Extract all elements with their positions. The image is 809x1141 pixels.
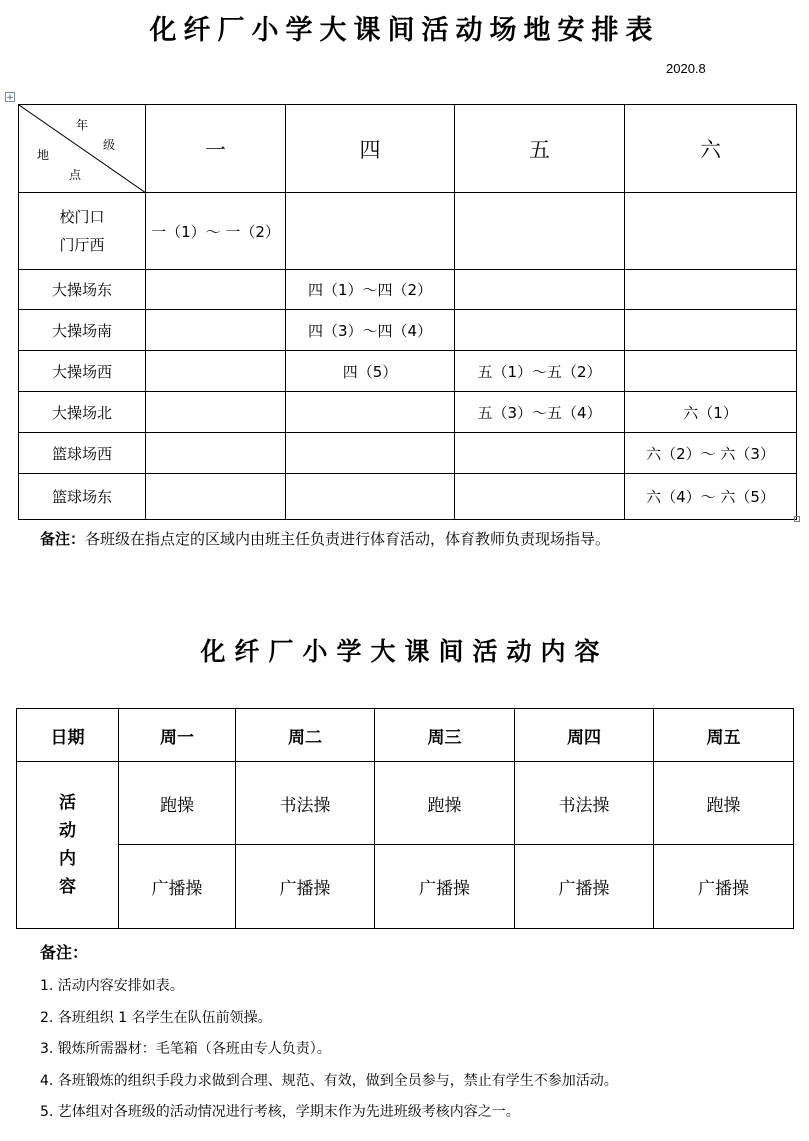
class-cell: 四（5）: [286, 351, 455, 392]
column-header: 周一: [119, 709, 236, 762]
class-cell: [455, 193, 625, 270]
class-cell: 五（3）～五（4）: [455, 392, 625, 433]
class-cell: [146, 351, 286, 392]
list-item: 5. 艺体组对各班级的活动情况进行考核，学期末作为先进班级考核内容之一。: [40, 1104, 520, 1120]
grade-header: 五: [455, 105, 625, 193]
location-cell: 校门口 门厅西: [19, 193, 146, 270]
corner-label-top: 年: [76, 118, 89, 132]
column-header: 周三: [375, 709, 515, 762]
section-title: 化纤厂小学大课间活动内容: [200, 637, 609, 666]
class-cell: [455, 270, 625, 310]
class-cell: 一（1）～ 一（2）: [146, 193, 286, 270]
activity-cell: 广播操: [654, 845, 794, 929]
class-cell: 六（4）～ 六（5）: [625, 474, 797, 520]
table-row: [19, 433, 797, 474]
location-cell: 篮球场东: [19, 474, 146, 520]
activity-cell: 书法操: [236, 762, 375, 845]
activity-cell: 广播操: [375, 845, 515, 929]
grade-header: 四: [286, 105, 455, 193]
location-cell: 大操场西: [19, 351, 146, 392]
note-venue: [40, 528, 610, 549]
activity-cell: 广播操: [236, 845, 375, 929]
location-cell: 大操场东: [19, 270, 146, 310]
list-item: 3. 锻炼所需器材：毛笔箱（各班由专人负责）。: [40, 1041, 331, 1057]
move-handle-icon[interactable]: +: [6, 93, 14, 103]
table-row: [19, 392, 797, 433]
table-row: [17, 762, 794, 845]
grade-header: 一: [146, 105, 286, 193]
class-cell: 六（2）～ 六（3）: [625, 433, 797, 474]
column-header: 周四: [515, 709, 654, 762]
activity-content-table: [16, 708, 794, 929]
table-row: [19, 310, 797, 351]
table-row: [19, 193, 797, 270]
resize-handle-icon[interactable]: [794, 516, 800, 522]
document-date: 2020.8: [666, 61, 706, 76]
location-cell: 篮球场西: [19, 433, 146, 474]
table-row: [19, 270, 797, 310]
class-cell: 五（1）～五（2）: [455, 351, 625, 392]
class-cell: [625, 310, 797, 351]
activity-cell: 广播操: [119, 845, 236, 929]
table-row: [19, 474, 797, 520]
activity-cell: 跑操: [654, 762, 794, 845]
row-label-activity: 活 动 内 容: [17, 762, 119, 929]
class-cell: 四（1）～四（2）: [286, 270, 455, 310]
class-cell: [146, 270, 286, 310]
class-cell: [625, 270, 797, 310]
class-cell: 六（1）: [625, 392, 797, 433]
class-cell: [146, 310, 286, 351]
class-cell: [286, 474, 455, 520]
list-item: 1. 活动内容安排如表。: [40, 978, 184, 994]
note-text: 各班级在指点定的区域内由班主任负责进行体育活动，体育教师负责现场指导。: [85, 530, 611, 548]
list-item: 2. 各班组织 1 名学生在队伍前领操。: [40, 1009, 272, 1026]
class-cell: [455, 474, 625, 520]
diagonal-header-cell: [19, 105, 146, 193]
page-title: 化纤厂小学大课间活动场地安排表: [149, 15, 660, 46]
table-row: [17, 845, 794, 929]
activity-cell: 跑操: [375, 762, 515, 845]
note-label: 备注：: [40, 530, 86, 548]
column-header: 周五: [654, 709, 794, 762]
class-cell: [455, 310, 625, 351]
note-list: [40, 976, 618, 1134]
corner-label-left: 地: [37, 148, 50, 162]
class-cell: [146, 392, 286, 433]
corner-label-right: 级: [103, 138, 116, 152]
activity-cell: 书法操: [515, 762, 654, 845]
class-cell: [286, 193, 455, 270]
grade-header: 六: [625, 105, 797, 193]
venue-schedule-table: [18, 104, 797, 520]
class-cell: [286, 433, 455, 474]
location-cell: 大操场北: [19, 392, 146, 433]
activity-cell: 广播操: [515, 845, 654, 929]
class-cell: [146, 433, 286, 474]
class-cell: [286, 392, 455, 433]
class-cell: 四（3）～四（4）: [286, 310, 455, 351]
class-cell: [146, 474, 286, 520]
column-header: 日期: [17, 709, 119, 762]
column-header: 周二: [236, 709, 375, 762]
table-row: [19, 351, 797, 392]
class-cell: [625, 351, 797, 392]
list-item: 4. 各班锻炼的组织手段力求做到合理、规范、有效，做到全员参与，禁止有学生不参加活动。: [40, 1072, 618, 1089]
note-label: 备注：: [40, 943, 89, 962]
location-cell: 大操场南: [19, 310, 146, 351]
class-cell: [625, 193, 797, 270]
activity-cell: 跑操: [119, 762, 236, 845]
corner-label-bottom: 点: [69, 168, 82, 182]
class-cell: [455, 433, 625, 474]
